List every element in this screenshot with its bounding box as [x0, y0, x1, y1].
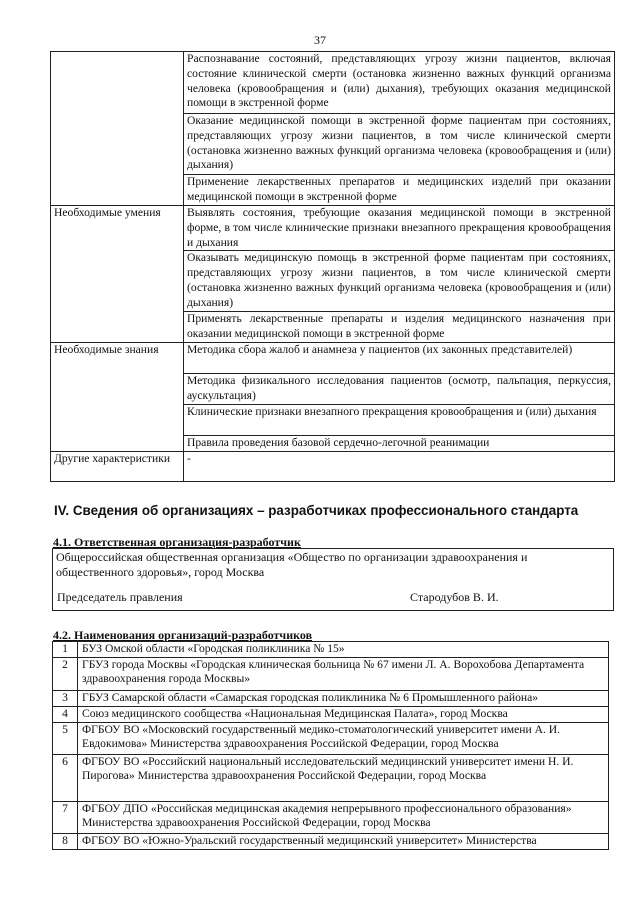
organization-name: Союз медицинского сообщества «Национальная Медицинская Палата», город Москва — [78, 706, 609, 722]
row-number: 8 — [53, 833, 78, 849]
developers-table — [52, 641, 609, 850]
page-number: 37 — [314, 33, 326, 47]
table-cell: Методика сбора жалоб и анамнеза у пациентов (их законных представителей) — [184, 343, 615, 374]
organization-name: ФГБОУ ВО «Московский государственный медико-стоматологический университет имени А. И. Евдокимова» Министерства здравоохранения Российской Федерации, город Москва — [78, 722, 609, 754]
table-cell: Применение лекарственных препаратов и медицинских изделий при оказании медицинской помощи в экстренной форме — [184, 175, 615, 206]
developers-heading: 4.2. Наименования организаций-разработчиков — [53, 628, 313, 642]
table-cell: Оказание медицинской помощи в экстренной форме пациентам при состояниях, представляющих угрозу жизни пациентов, в том числе клинической смерти (остановка жизненно важных функций организма человека (кровообращения и (или) дыхания) — [184, 114, 615, 175]
responsible-heading: 4.1. Ответственная организация-разработчик — [53, 535, 301, 549]
table-cell: - — [184, 452, 615, 482]
row-label: Необходимые умения — [51, 206, 184, 343]
table-cell: Методика физикального исследования пациентов (осмотр, пальпация, перкуссия, аускультация) — [184, 374, 615, 405]
table-cell: Выявлять состояния, требующие оказания медицинской помощи в экстренной форме, в том числе клинические признаки внезапного прекращения кровообращения и дыхания — [184, 206, 615, 251]
responsible-name: Стародубов В. И. — [410, 590, 499, 604]
row-number: 6 — [53, 754, 78, 801]
table-cell: Клинические признаки внезапного прекращения кровообращения и (или) дыхания — [184, 405, 615, 436]
organization-name: ФГБОУ ВО «Южно-Уральский государственный медицинский университет» Министерства — [78, 833, 609, 849]
table-cell: Распознавание состояний, представляющих угрозу жизни пациентов, включая состояние клинической смерти (остановка жизненно важных функций организма человека (кровообращения и (или) дыхания), требующих оказания медицинской помощи в экстренной форме — [184, 52, 615, 114]
section-title: IV. Сведения об организациях – разработчиках профессионального стандарта — [54, 503, 579, 518]
row-number: 3 — [53, 690, 78, 706]
organization-name: ФГБОУ ДПО «Российская медицинская академия непрерывного профессионального образования» Министерства здравоохранения Российской Федерации, город Москва — [78, 801, 609, 833]
organization-name: ГБУЗ Самарской области «Самарская городская поликлиника № 6 Промышленного района» — [78, 690, 609, 706]
organization-name: ФГБОУ ВО «Российский национальный исследовательский медицинский университет имени Н. И. Пирогова» Министерства здравоохранения Российской Федерации, город Москва — [78, 754, 609, 801]
organization-name: БУЗ Омской области «Городская поликлиника № 15» — [78, 642, 609, 658]
organization-name: ГБУЗ города Москвы «Городская клиническая больница № 67 имени Л. А. Ворохобова Департамента здравоохранения города Москвы» — [78, 657, 609, 690]
row-label: Необходимые знания — [51, 343, 184, 452]
row-number: 1 — [53, 642, 78, 658]
responsible-organization: Общероссийская общественная организация «Общество по организации здравоохранения и общественного здоровья», город Москва — [56, 550, 528, 579]
table-cell: Применять лекарственные препараты и изделия медицинского назначения при оказании медицинской помощи в экстренной форме — [184, 312, 615, 343]
labor-function-table — [50, 51, 615, 482]
row-label — [51, 52, 184, 206]
row-number: 5 — [53, 722, 78, 754]
table-cell: Правила проведения базовой сердечно-легочной реанимации — [184, 436, 615, 452]
row-number: 7 — [53, 801, 78, 833]
table-cell: Оказывать медицинскую помощь в экстренной форме пациентам при состояниях, представляющих угрозу жизни пациентов, в том числе клинической смерти (остановка жизненно важных функций организма человека (кровообращения и (или) дыхания) — [184, 251, 615, 312]
row-number: 4 — [53, 706, 78, 722]
responsible-box — [52, 548, 614, 611]
row-label: Другие характеристики — [51, 452, 184, 482]
responsible-role: Председатель правления — [57, 590, 183, 604]
row-number: 2 — [53, 657, 78, 690]
